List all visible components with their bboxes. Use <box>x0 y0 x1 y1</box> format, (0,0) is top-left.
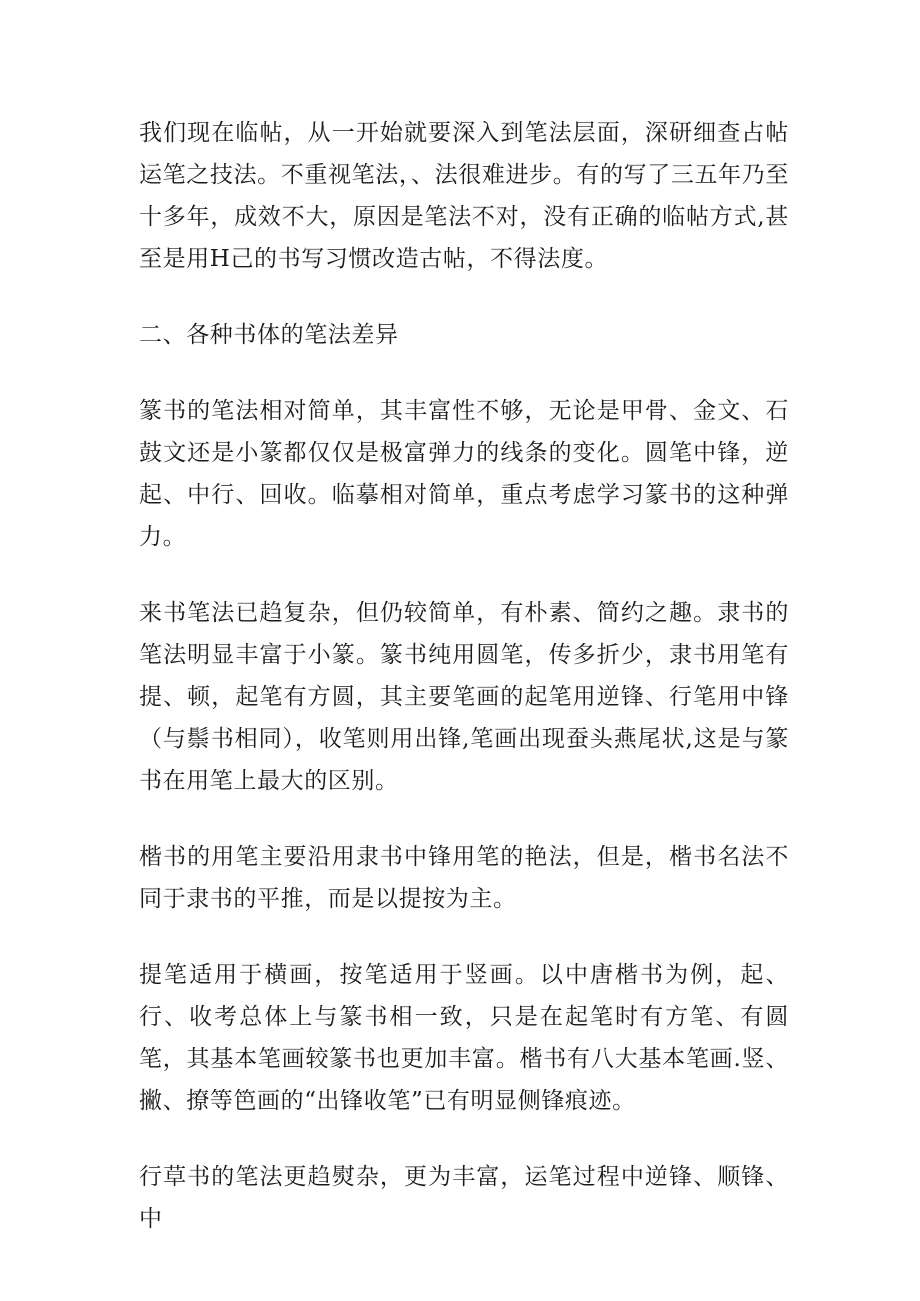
paragraph-seal-script: 篆书的笔法相对简单，其丰富性不够，无论是甲骨、金文、石鼓文还是小篆都仅仅是极富弹力的线条的变化。圆笔中锋，逆起、中行、回收。临摹相对简单，重点考虑学习篆书的这种弹力。 <box>139 398 789 550</box>
paragraph-brush-technique-intro: 我们现在临帖，从一开始就要深入到笔法层面，深研细查占帖运笔之技法。不重视笔法，、法很难进步。有的写了三五年乃至十多年，成效不大，原因是笔法不对，没有正确的临帖方式,甚至是用H己的书写习惯改造古帖，不得法度。 <box>139 120 789 272</box>
paragraph-regular-script-strokes: 提笔适用于横画，按笔适用于竖画。以中唐楷书为例，起、行、收考总体上与篆书相一致，只是在起笔时有方笔、有圆笔，其基本笔画较篆书也更加丰富。楷书有八大基本笔画.竖、撇、撩等笆画的“出锋收笔”已有明显侧锋痕迹。 <box>139 962 789 1114</box>
paragraph-clerical-script: 来书笔法已趋复杂，但仍较简单，有朴素、简约之趣。隶书的笔法明显丰富于小篆。篆书纯用圆笔，传多折少，隶书用笔有提、顿，起笔有方圆，其主要笔画的起笔用逆锋、行笔用中锋（与鬃书相同），收笔则用出锋,笔画出现蚕头燕尾状,这是与篆书在用笔上最大的区别。 <box>139 600 789 794</box>
document-body <box>139 112 789 1274</box>
paragraph-regular-script: 楷书的用笔主要沿用隶书中锋用笔的艳法，但是，楷书名法不同于隶书的平推，而是以提按为主。 <box>139 844 789 912</box>
paragraph-running-cursive-script: 行草书的笔法更趋熨杂，更为丰富，运笔过程中逆锋、顺锋、中 <box>139 1164 789 1232</box>
section-heading: 二、各种书体的笔法差异 <box>139 322 399 348</box>
